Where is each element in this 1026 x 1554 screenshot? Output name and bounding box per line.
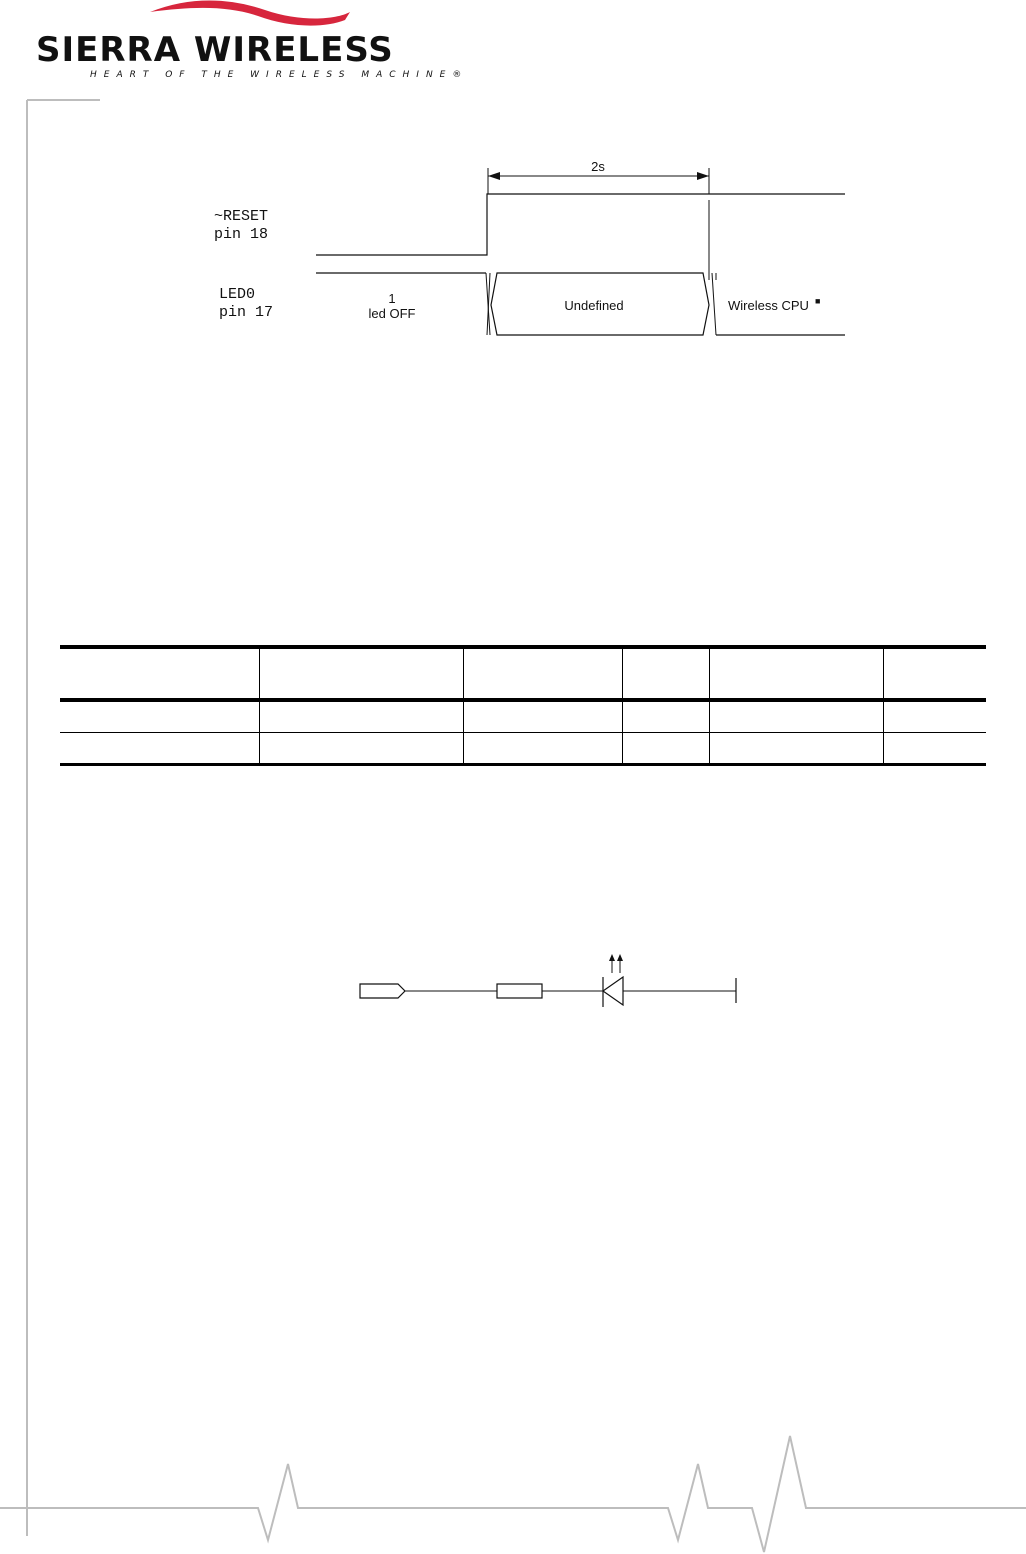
data-table: [60, 645, 986, 766]
led-signal-label: LED0: [219, 286, 256, 303]
table-cell: [883, 733, 986, 765]
table-cell: [883, 700, 986, 733]
table-cell: [60, 700, 259, 733]
table-cell: [622, 700, 709, 733]
led-state-1-value: 1: [388, 291, 396, 306]
table-cell: [463, 700, 622, 733]
led-pin-label: pin 17: [219, 304, 274, 321]
led-state-2-text: Undefined: [564, 298, 624, 313]
reset-pin-label: pin 18: [214, 226, 269, 243]
table-cell: [60, 733, 259, 765]
led-state-3-text: Wireless CPU: [728, 298, 809, 313]
table-row: [60, 733, 986, 765]
table-header-cell: [622, 647, 709, 700]
duration-label: 2s: [591, 159, 605, 174]
table-cell: [709, 733, 883, 765]
table-row: [60, 700, 986, 733]
resistor-icon: [497, 984, 542, 998]
table-cell: [463, 733, 622, 765]
table-header-cell: [709, 647, 883, 700]
led-state-1-text: led OFF: [368, 306, 416, 321]
led-circuit-schematic: [350, 945, 750, 1015]
table-cell: [259, 700, 463, 733]
table-cell: [709, 700, 883, 733]
signal-port-icon: [360, 984, 405, 998]
led-diode-icon: [603, 954, 623, 1007]
brand-name: SIERRA WIRELESS: [36, 30, 394, 70]
table-cell: [622, 733, 709, 765]
table-header-row: [60, 647, 986, 700]
table-header-cell: [60, 647, 259, 700]
reset-signal-label: ~RESET: [214, 208, 269, 225]
table-header-cell: [463, 647, 622, 700]
led-state-3-mark: ■: [815, 296, 821, 306]
reset-waveform: [316, 194, 845, 255]
led-timing-diagram: [0, 0, 1026, 420]
table-header-cell: [883, 647, 986, 700]
table-header-cell: [259, 647, 463, 700]
table-cell: [259, 733, 463, 765]
brand-tagline: HEART OF THE WIRELESS MACHINE®: [90, 70, 469, 80]
